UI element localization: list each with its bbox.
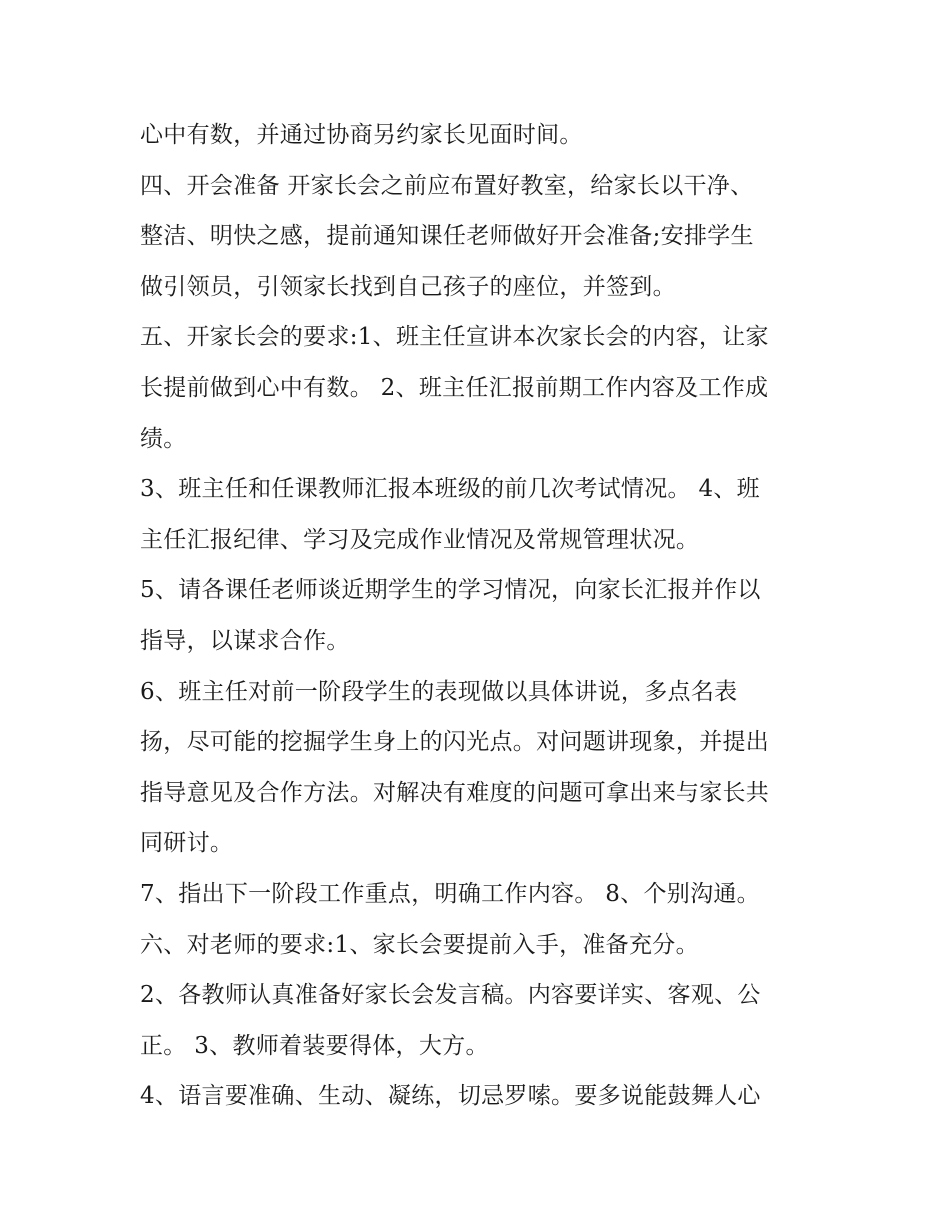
text-line: 3、班主任和任课教师汇报本班级的前几次考试情况。 4、班 [140,476,760,503]
document-body [140,110,820,1122]
text-line: 绩。 [140,425,187,452]
text-line: 四、开会准备 开家长会之前应布置好教室，给家长以干净、 [140,172,754,199]
text-line: 扬，尽可能的挖掘学生身上的闪光点。对问题讲现象，并提出 [140,729,770,756]
text-line: 6、班主任对前一阶段学生的表现做以具体讲说，多点名表 [140,678,738,705]
text-line: 心中有数，并通过协商另约家长见面时间。 [140,122,583,148]
text-line: 指导意见及合作方法。对解决有难度的问题可拿出来与家长共 [140,779,770,806]
text-line: 7、指出下一阶段工作重点，明确工作内容。 8、个别沟通。 [140,880,760,907]
text-line: 长提前做到心中有数。 2、班主任汇报前期工作内容及工作成 [140,374,769,401]
text-line: 正。 3、教师着装要得体，大方。 [140,1032,489,1059]
text-line: 六、对老师的要求:1、家长会要提前入手，准备充分。 [140,931,699,958]
text-line: 2、各教师认真准备好家长会发言稿。内容要详实、客观、公 [140,982,761,1009]
text-line: 4、语言要准确、生动、凝练，切忌罗嗦。要多说能鼓舞人心 [140,1083,761,1110]
text-line: 主任汇报纪律、学习及完成作业情况及常规管理状况。 [140,526,700,553]
text-line: 做引领员，引领家长找到自己孩子的座位，并签到。 [140,273,676,300]
text-line: 五、开家长会的要求:1、班主任宣讲本次家长会的内容，让家 [140,324,769,351]
text-line: 5、请各课任老师谈近期学生的学习情况，向家长汇报并作以 [140,577,761,604]
text-line: 整洁、明快之感，提前通知课任老师做好开会准备;安排学生 [140,223,754,250]
text-line: 指导，以谋求合作。 [140,627,350,654]
text-line: 同研讨。 [140,830,234,857]
